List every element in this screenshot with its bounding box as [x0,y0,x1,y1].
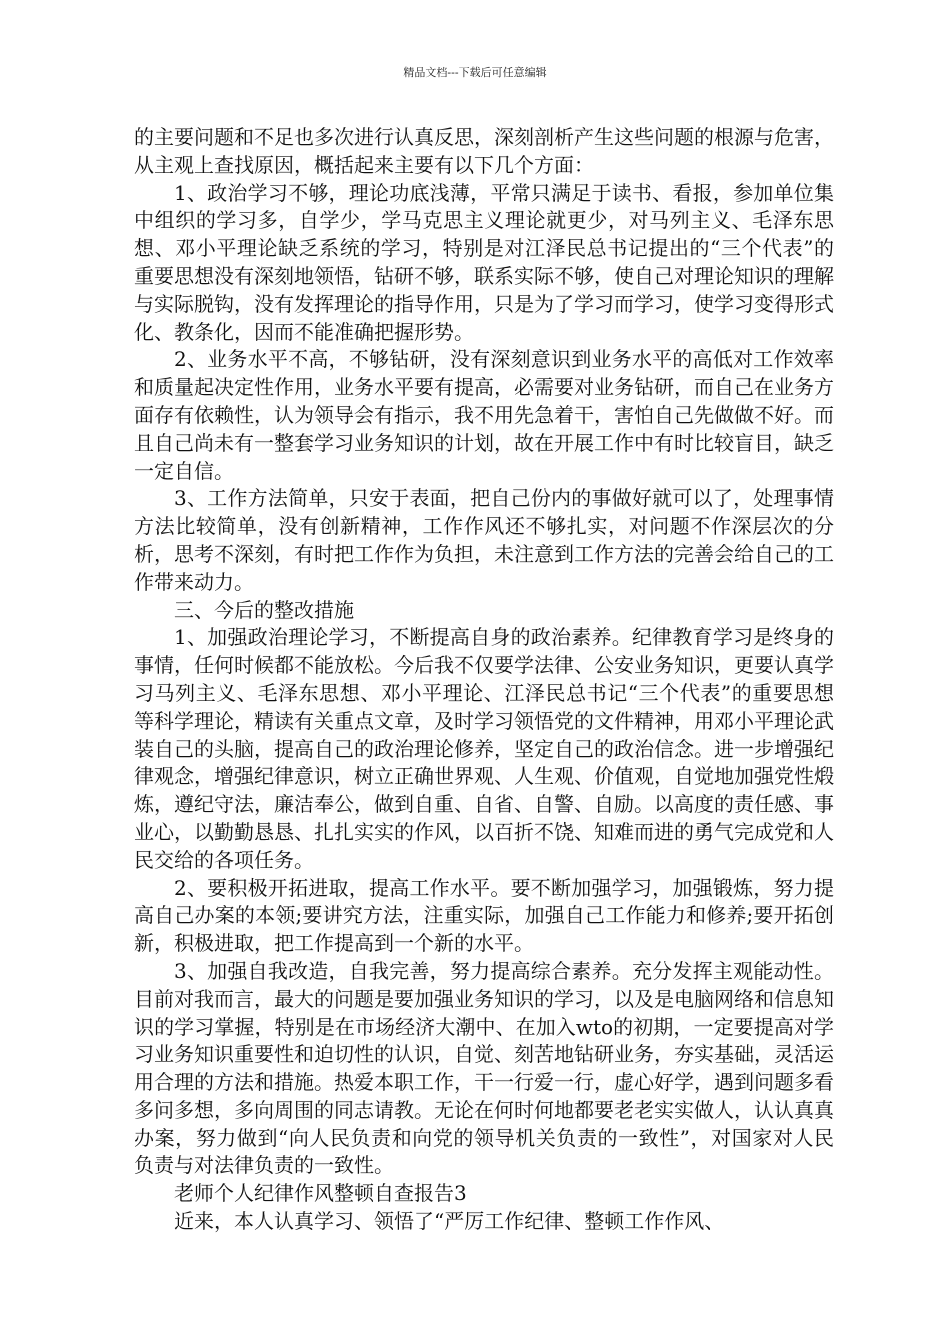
paragraph-measure-2: 2、要积极开拓进取，提高工作水平。要不断加强学习，加强锻炼，努力提高自己办案的本领;要讲究方法，注重实际，加强自己工作能力和修养;要开拓创新，积极进取，把工作提高到一个新的水平。 [134,875,834,956]
section-heading-rectification: 三、今后的整改措施 [174,597,354,622]
paragraph-measure-1: 1、加强政治理论学习，不断提高自身的政治素养。纪律教育学习是终身的事情，任何时候都不能放松。今后我不仅要学法律、公安业务知识，更要认真学习马列主义、毛泽东思想、邓小平理论、江泽民总书记“三个代表”的重要思想等科学理论，精读有关重点文章，及时学习领悟党的文件精神，用邓小平理论武装自己的头脑，提高自己的政治理论修养，坚定自己的政治信念。进一步增强纪律观念，增强纪律意识，树立正确世界观、人生观、价值观，自觉地加强党性煅炼，遵纪守法，廉洁奉公，做到自重、自省、自警、自励。以高度的责任感、事业心，以勤勤恳恳、扎扎实实的作风，以百折不饶、知难而进的勇气完成党和人民交给的各项任务。 [134,625,834,872]
page-header: 精品文档---下载后可任意编辑 [403,66,547,79]
document-body [134,124,834,1236]
paragraph-measure-3: 3、加强自我改造，自我完善，努力提高综合素养。充分发挥主观能动性。目前对我而言，最大的问题是要加强业务知识的学习，以及是电脑网络和信息知识的学习掌握，特别是在市场经济大潮中、在加入wto的初期，一定要提高对学习业务知识重要性和迫切性的认识，自觉、刻苦地钻研业务，夯实基础，灵活运用合理的方法和措施。热爱本职工作，干一行爱一行，虚心好学，遇到问题多看多问多想，多向周围的同志请教。无论在何时何地都要老老实实做人，认认真真办案，努力做到“向人民负责和向党的领导机关负责的一致性”，对国家对人民负责与对法律负责的一致性。 [134,958,834,1178]
paragraph-problem-2: 2、业务水平不高，不够钻研，没有深刻意识到业务水平的高低对工作效率和质量起决定性作用，业务水平要有提高，必需要对业务钻研，而自己在业务方面存有依赖性，认为领导会有指示，我不用先急着干，害怕自己先做做不好。而且自己尚未有一整套学习业务知识的计划，故在开展工作中有时比较盲目，缺乏一定自信。 [134,347,834,483]
paragraph-problem-1: 1、政治学习不够，理论功底浅薄，平常只满足于读书、看报，参加单位集中组织的学习多，自学少，学马克思主义理论就更少，对马列主义、毛泽东思想、邓小平理论缺乏系统的学习，特别是对江泽民总书记提出的“三个代表”的重要思想没有深刻地领悟，钻研不够，联系实际不够，使自己对理论知识的理解与实际脱钩，没有发挥理论的指导作用，只是为了学习而学习，使学习变得形式化、教条化，因而不能准确把握形势。 [134,180,834,344]
paragraph-continuation: 的主要问题和不足也多次进行认真反思，深刻剖析产生这些问题的根源与危害，从主观上查找原因，概括起来主要有以下几个方面： [134,125,834,177]
paragraph-problem-3: 3、工作方法简单，只安于表面，把自己份内的事做好就可以了，处理事情方法比较简单，没有创新精神，工作作风还不够扎实，对问题不作深层次的分析，思考不深刻，有时把工作作为负担，未注意到工作方法的完善会给自己的工作带来动力。 [134,486,834,594]
report-title: 老师个人纪律作风整顿自查报告3 [174,1181,467,1206]
paragraph-report-intro: 近来，本人认真学习、领悟了“严厉工作纪律、整顿工作作风、 [174,1209,725,1234]
